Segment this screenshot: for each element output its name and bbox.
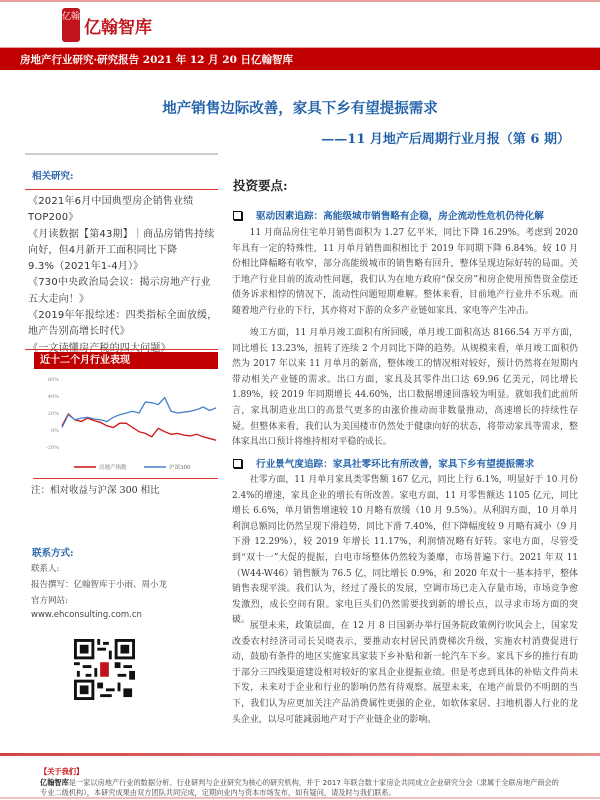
org-name: 亿翰智库 xyxy=(40,777,69,787)
legend-label: 沪深300 xyxy=(169,465,191,471)
about-us-heading: 【关于我们】 xyxy=(40,767,84,776)
chart-title: 近十二个月行业表现 xyxy=(34,352,218,369)
contact-title: 联系方式: xyxy=(32,548,74,559)
y-tick-label: -20% xyxy=(46,445,59,451)
about-us-text: 是一家以房地产行业的数据分析、行业研判与企业研究为核心的研究机构，并于 2017 年联合数十家房企共同成立企业研究分会（隶属于全联房地产商会的专业二级机构），本研究成果由双方团队共同完成，定期向业内与资本市场发布，如有疑问，请及时与我们联系。 xyxy=(40,777,559,797)
website-label: 官方网站: xyxy=(31,596,68,606)
header-band xyxy=(0,47,600,70)
divider xyxy=(25,349,218,350)
related-link[interactable]: 《2019年年报综述：四类指标全面放缓，地产告别高增长时代》 xyxy=(28,310,218,338)
section-heading-industry xyxy=(233,456,534,470)
logo-text: 亿翰智库 xyxy=(84,17,152,38)
report-subtitle: ——11 月地产后周期行业月报（第 6 期） xyxy=(321,132,570,147)
section-title: 驱动因素追踪：高能级城市销售略有企稳，房企流动性危机仍待化解 xyxy=(256,211,544,222)
section-title: 行业景气度追踪：家具社零环比有所改善，家具下乡有望提振需求 xyxy=(256,459,535,470)
related-link[interactable]: 《2021年6月中国典型房企销售业绩TOP200》 xyxy=(28,196,194,224)
website-link[interactable]: www.ehconsulting.com.cn xyxy=(31,610,142,620)
bottom-rule xyxy=(0,753,600,756)
series-line-1 xyxy=(62,398,216,428)
chart-note: 注：相对收益与沪深 300 相比 xyxy=(31,485,160,496)
paragraph: 竣工方面，11 月单月竣工面积有所回暖，单月竣工面积高达 8166.54 万平方面，同比增长 13.23%，扭转了连续 2 个月同比下降的趋势。从规模来看，单月竣工面积仍然为 2017 年以来 11 月单月的新高，整体竣工的情况相对较好，预计仍然将在短期内带动相关产业链的需求。出口方面，家具及其零件出口达 69.96 亿美元，同比增长 1.89%，较 2019 年同期增长 44.60%，出口数据增速回落较为明显。就如我们此前所言，家具制造业出口的高景气更多的由涨价推动而非数量推动，高速增长的持续性存疑。但整体来看，我们认为美国楼市仍然处于健康向好的状态，将带动家具等需求，整体家具出口预计将维持相对平稳的成长。 xyxy=(232,328,578,448)
qr-code-icon xyxy=(73,639,136,700)
about-us xyxy=(40,767,565,799)
y-tick-label: 60% xyxy=(47,377,59,383)
divider xyxy=(25,189,218,190)
checkbox-bullet-icon xyxy=(233,211,242,220)
report-title: 地产销售边际改善，家具下乡有望提振需求 xyxy=(162,100,438,117)
paragraph: 社零方面，11 月单月家具类零售额 167 亿元，同比上行 6.1%，明显好于 10 月份 2.4%的增速，家具企业的增长有所改善。家电方面，11 月零售额达 1105 亿元，同比增长 6.6%，单月销售增速较 10 月略有放缓（10 月 9.5%）。从利润方面，10 月单月利润总额同比仍然呈现下滑趋势，同比下滑 7.40%，但下降幅度较 9 月略有减小（9 月下滑 12.29%），较 2019 年增长 11.17%，利润情况略有好转。家电方面，尽管受到“双十一”大促的提振，白电市场整体仍然较为萎靡，市场普遍下行。2021 年双 11（W44-W46）销售额为 76.5 亿，同比增长 0.9%，和 2020 年双十一基本持平，整体销售表现平淡。我们认为，经过了漫长的发展，空调市场已走入存量市场，市场竞争愈发激烈，成长空间有限。家电巨头们仍然需要找到新的增长点，以寻求市场方面的突破。 xyxy=(232,475,578,626)
footer-rule xyxy=(0,797,600,799)
investment-highlights-heading: 投资要点: xyxy=(233,178,288,193)
related-link[interactable]: 《730中央政治局会议：揭示房地产行业五大走向！》 xyxy=(28,277,211,305)
logo-mark-icon: 亿翰 xyxy=(62,8,80,42)
y-tick-label: 20% xyxy=(47,411,59,417)
paragraph: 11 月商品房住宅单月销售面积为 1.27 亿平米，同比下降 16.29%。考虑到 2020 年具有一定的特殊性，11 月单月销售面积相比于 2019 年同期下降 6.84%。较 10 月份相比降幅略有收窄，部分高能级城市的销售略有回升，整体呈现边际好转的局面。关于地产行业目前的流动性问题，我们认为在地方政府“保交房”和房企使用预售资金偿还债务诉求相悖的情况下，流动性问题短期难解。整体来看，目前地产行业并不乐观。而随着地产行业的下行，其亦将对下游的众多产业链如家具、家电等产生冲击。 xyxy=(232,228,578,316)
contact-person: 联系人: xyxy=(31,564,60,574)
checkbox-bullet-icon xyxy=(233,459,242,468)
sidebar-top-rule xyxy=(25,153,218,155)
legend-label: 房地产指数 xyxy=(99,465,127,471)
top-rule xyxy=(0,0,600,2)
logo xyxy=(62,8,152,42)
divider xyxy=(33,478,218,479)
y-tick-label: 40% xyxy=(47,394,59,400)
section-heading-drivers xyxy=(233,208,544,222)
header-band-text: 房地产行业研究·研究报告 2021 年 12 月 20 日亿翰智库 xyxy=(20,54,294,66)
authors: 报告撰写：亿翰智库于小雨、周小龙 xyxy=(31,580,168,590)
related-link[interactable]: 《月读数据【第43期】｜商品房销售持续向好，但4月新开工面积同比下降9.3%（2021年1-4月）》 xyxy=(28,228,215,273)
related-research-list xyxy=(28,194,220,357)
paragraph: 展望未来，政策层面，在 12 月 8 日国新办举行国务院政策例行吹风会上，国家发改委农村经济司司长吴晓表示，要推动农村居民消费梯次升级，实施农村消费促进行动，鼓励有条件的地区实施家具家装下乡补贴和新一轮汽车下乡。家具下乡的推行有助于部分三四线渠道建设相对较好的家具企业提振业绩。但是考虑到具体的补贴文件尚未下发，未来对于企业和行业的影响仍然有待观察。展望未来，在地产前景仍不明朗的当下，我们认为应更加关注产品消费属性更强的企业，如软体家居、扫地机器人行业的龙头企业，以尽可能减弱地产对于产业链企业的影响。 xyxy=(232,621,578,725)
related-research-title: 相关研究: xyxy=(32,171,74,182)
y-tick-label: 0% xyxy=(51,428,59,434)
performance-chart xyxy=(34,372,220,477)
